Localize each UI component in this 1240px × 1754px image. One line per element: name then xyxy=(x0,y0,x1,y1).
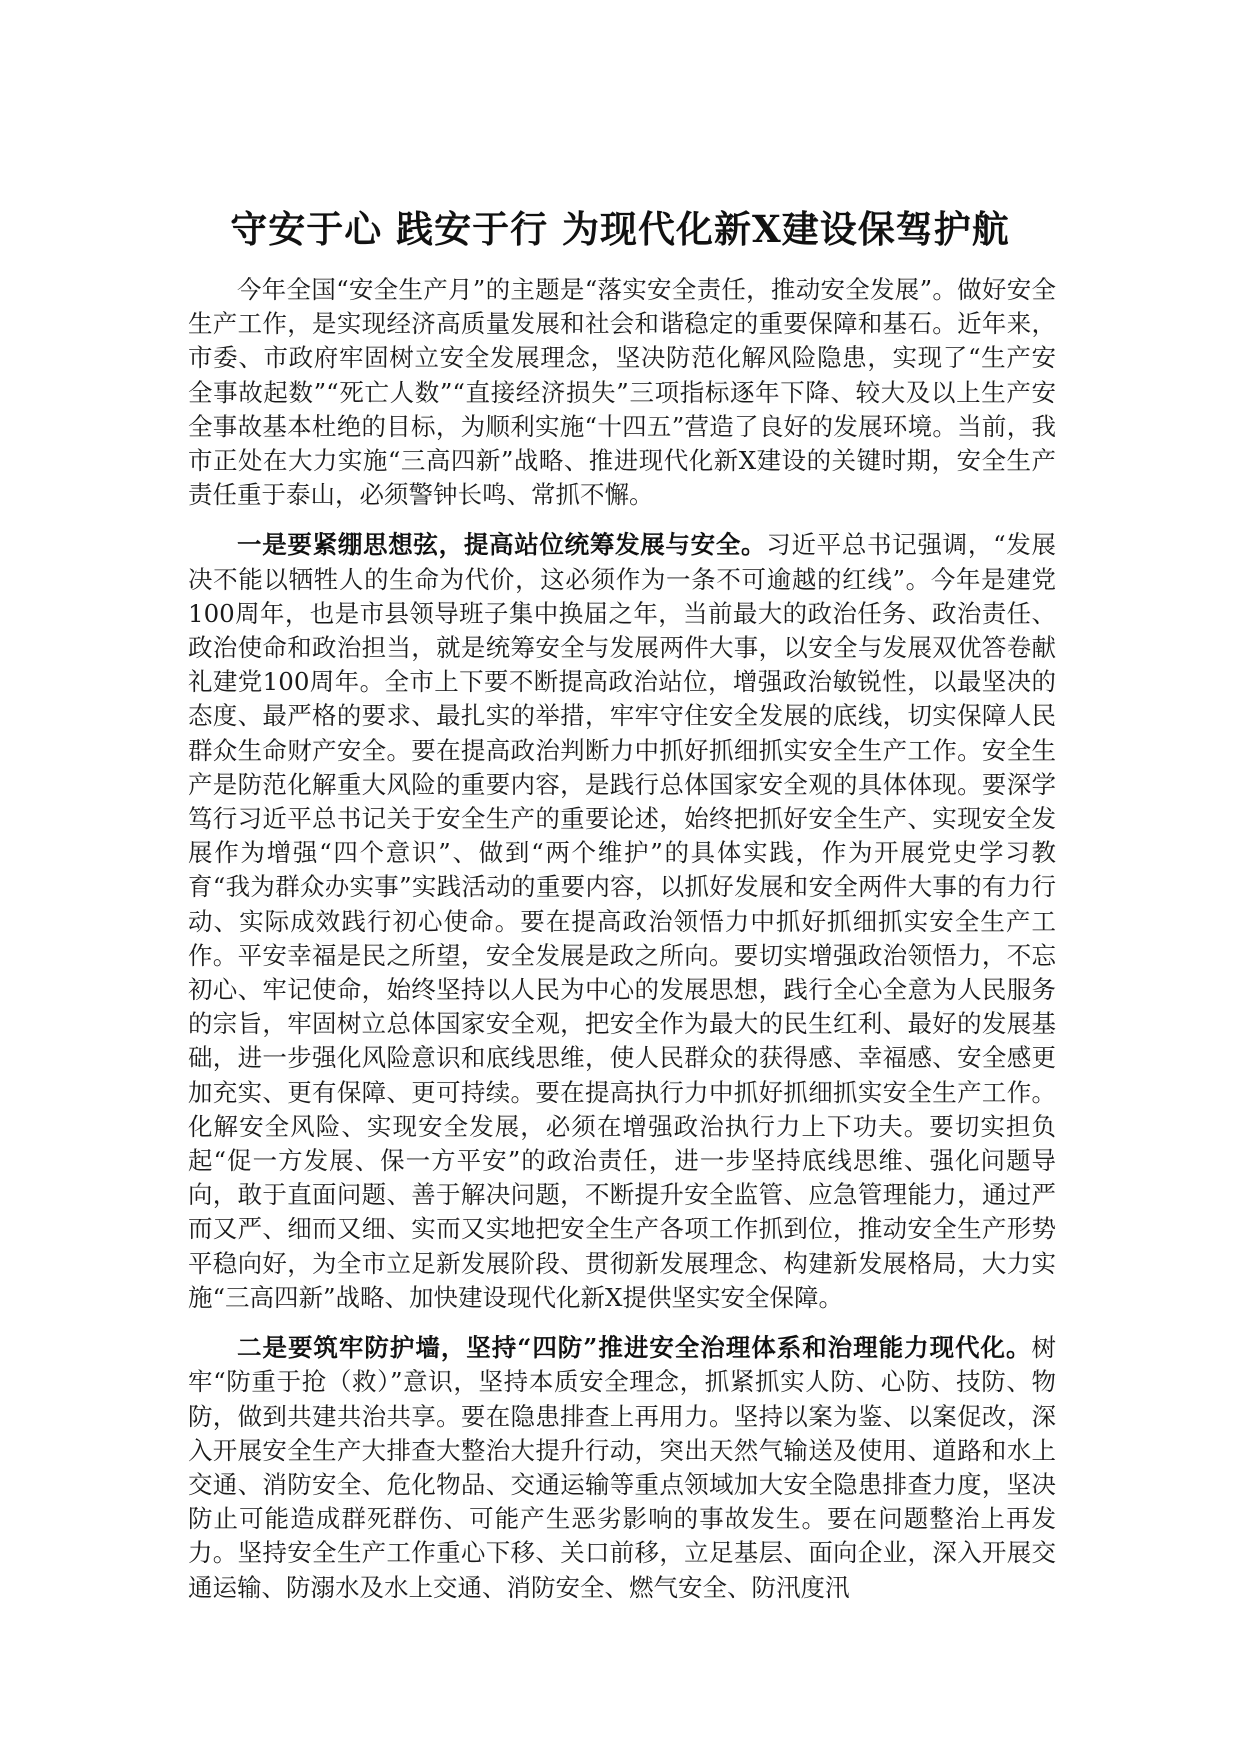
paragraph-point-two-text: 树牢“防重于抢（救）”意识，坚持本质安全理念，抓紧抓实人防、心防、技防、物防，做到共建共治共享。要在隐患排查上再用力。坚持以案为鉴、以案促改，深入开展安全生产大排查大整治大提升行动，突出天然气输送及使用、道路和水上交通、消防安全、危化物品、交通运输等重点领域加大安全隐患排查力度，坚决防止可能造成群死群伤、可能产生恶劣影响的事故发生。要在问题整治上再发力。坚持安全生产工作重心下移、关口前移，立足基层、面向企业，深入开展交通运输、防溺水及水上交通、消防安全、燃气安全、防汛度汛 xyxy=(188,1333,1056,1602)
paragraph-point-one-heading: 一是要紧绷思想弦，提高站位统筹发展与安全。 xyxy=(237,530,767,560)
paragraph-intro-text: 今年全国“安全生产月”的主题是“落实安全责任，推动安全发展”。做好安全生产工作，是实现经济高质量发展和社会和谐稳定的重要保障和基石。近年来，市委、市政府牢固树立安全发展理念，坚决防范化解风险隐患，实现了“生产安全事故起数”“死亡人数”“直接经济损失”三项指标逐年下降、较大及以上生产安全事故基本杜绝的目标，为顺利实施“十四五”营造了良好的发展环境。当前，我市正处在大力实施“三高四新”战略、推进现代化新X建设的关键时期，安全生产责任重于泰山，必须警钟长鸣、常抓不懈。 xyxy=(188,275,1056,510)
paragraph-point-one-text: 习近平总书记强调，“发展决不能以牺牲人的生命为代价，这必须作为一条不可逾越的红线”。今年是建党100周年，也是市县领导班子集中换届之年，当前最大的政治任务、政治责任、政治使命和政治担当，就是统筹安全与发展两件大事，以安全与发展双优答卷献礼建党100周年。全市上下要不断提高政治站位，增强政治敏锐性，以最坚决的态度、最严格的要求、最扎实的举措，牢牢守住安全发展的底线，切实保障人民群众生命财产安全。要在提高政治判断力中抓好抓细抓实安全生产工作。安全生产是防范化解重大风险的重要内容，是践行总体国家安全观的具体体现。要深学笃行习近平总书记关于安全生产的重要论述，始终把抓好安全生产、实现安全发展作为增强“四个意识”、做到“两个维护”的具体实践，作为开展党史学习教育“我为群众办实事”实践活动的重要内容，以抓好发展和安全两件大事的有力行动、实际成效践行初心使命。要在提高政治领悟力中抓好抓细抓实安全生产工作。平安幸福是民之所望，安全发展是政之所向。要切实增强政治领悟力，不忘初心、牢记使命，始终坚持以人民为中心的发展思想，践行全心全意为人民服务的宗旨，牢固树立总体国家安全观，把安全作为最大的民生红利、最好的发展基础，进一步强化风险意识和底线思维，使人民群众的获得感、幸福感、安全感更加充实、更有保障、更可持续。要在提高执行力中抓好抓细抓实安全生产工作。化解安全风险、实现安全发展，必须在增强政治执行力上下功夫。要切实担负起“促一方发展、保一方平安”的政治责任，进一步坚持底线思维、强化问题导向，敢于直面问题、善于解决问题，不断提升安全监管、应急管理能力，通过严而又严、细而又细、实而又实地把安全生产各项工作抓到位，推动安全生产形势平稳向好，为全市立足新发展阶段、贯彻新发展理念、构建新发展格局，大力实施“三高四新”战略、加快建设现代化新X提供坚实安全保障。 xyxy=(188,530,1056,1312)
paragraph-point-one xyxy=(188,528,1056,1315)
document-body xyxy=(188,273,1056,1605)
paragraph-point-two xyxy=(188,1331,1056,1605)
paragraph-point-two-heading: 二是要筑牢防护墙，坚持“四防”推进安全治理体系和治理能力现代化。 xyxy=(237,1333,1032,1363)
paragraph-intro xyxy=(188,273,1056,512)
document-title: 守安于心 践安于行 为现代化新X建设保驾护航 xyxy=(230,207,1010,251)
